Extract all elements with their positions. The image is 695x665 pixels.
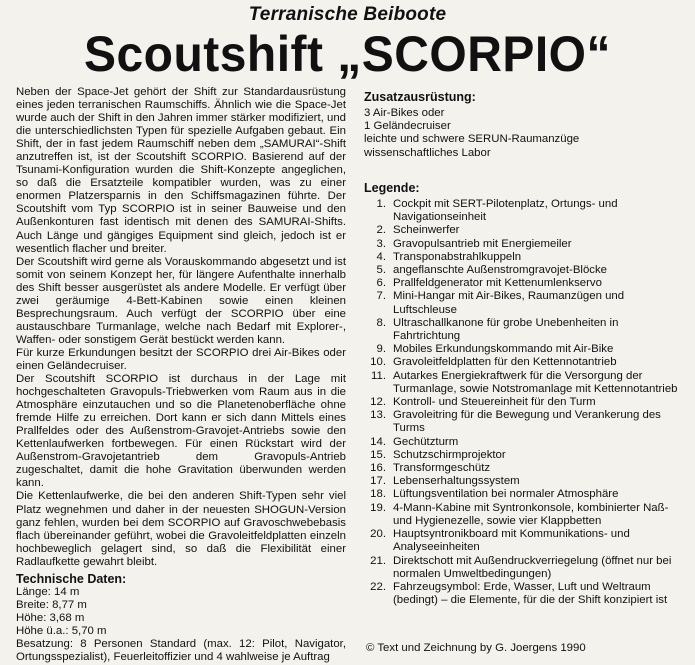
legend-item	[364, 436, 682, 449]
extras-line: wissenschaftliches Labor	[364, 146, 491, 159]
legend-text: Gechützturm	[393, 435, 459, 448]
legend-number: 13.	[370, 409, 386, 422]
legend-item	[364, 396, 682, 409]
extras-line: 1 Geländecruiser	[364, 120, 451, 133]
legend-text: Mini-Hangar mit Air-Bikes, Raumanzügen und Luftschleuse	[393, 290, 625, 316]
tech-data-line: Höhe: 3,68 m	[16, 611, 85, 624]
legend-item	[364, 224, 682, 237]
legend-item	[364, 251, 682, 264]
body-paragraph: Für kurze Erkundungen besitzt der SCORPIO drei Air-Bikes oder einen Geländecruiser.	[16, 346, 346, 372]
legend-item	[364, 290, 682, 316]
legend-number: 17.	[370, 475, 386, 488]
legend-number: 6.	[376, 277, 386, 290]
legend-text: 4-Mann-Kabine mit Syntronkonsole, kombinierter Naß- und Hygienezelle, sowie vier Klappbetten	[393, 501, 669, 527]
legend-item	[364, 528, 682, 554]
legend-number: 22.	[370, 580, 386, 593]
legend-text: Prallfeldgenerator mit Kettenumlenkservo	[393, 277, 602, 290]
legend-item	[364, 198, 682, 224]
body-paragraph: Der Scoutshift wird gerne als Vorauskommando abgesetzt und ist somit von seinem Konzept her, für längere Aufenthalte innerhalb des Shift besser ausgerüstet als andere Modelle. Er verfügt über zwei geräumige 4-Bett-Kabinen sowie einen kleinen Besprechungsraum. Auch verfügt der SCORPIO über eine austauschbare Turmanlage, welche nach Bedarf mit Explorer-, Waffen- oder sonstigem Gerät bestückt werden kann.	[16, 255, 346, 346]
legend-text: angeflanschte Außenstromgravojet-Blöcke	[393, 264, 608, 277]
legend-number: 3.	[376, 237, 386, 250]
legend-number: 1.	[376, 198, 386, 211]
legend-text: Autarkes Energiekraftwerk für die Versorgung der Turmanlage, sowie Notstromanlage mit Kettennotantrieb	[393, 369, 678, 395]
legend-text: Gravoleitfeldplatten für den Kettennotantrieb	[393, 356, 617, 369]
legend-text: Gravoleitring für die Bewegung und Verankerung des Turms	[393, 409, 661, 435]
legend-number: 19.	[370, 501, 386, 514]
credit-line: © Text und Zeichnung by G. Joergens 1990	[366, 642, 586, 654]
legend-item	[364, 462, 682, 475]
legend-number: 12.	[370, 396, 386, 409]
legend-number: 2.	[376, 224, 386, 237]
legend-item	[364, 475, 682, 488]
tech-data-line: Breite: 8,77 m	[16, 598, 87, 611]
article-headline: Scoutshift „SCORPIO“	[84, 26, 611, 82]
legend-number: 14.	[370, 435, 386, 448]
legend-number: 5.	[376, 264, 386, 277]
legend-heading: Legende:	[364, 180, 420, 195]
legend-item	[364, 502, 682, 528]
tech-data-line: Länge: 14 m	[16, 585, 80, 598]
legend-item	[364, 356, 682, 369]
legend-item	[364, 277, 682, 290]
legend-text: Mobiles Erkundungskommando mit Air-Bike	[393, 343, 614, 356]
legend-number: 15.	[370, 448, 386, 461]
extras-heading: Zusatzausrüstung:	[364, 90, 476, 104]
legend-number: 21.	[370, 554, 386, 567]
legend-text: Direktschott mit Außendruckverriegelung (öffnet nur bei normalen Umweltbedingungen)	[393, 554, 672, 580]
left-column	[16, 86, 346, 664]
legend-number: 20.	[370, 528, 386, 541]
legend-item	[364, 238, 682, 251]
tech-data-line: Besatzung: 8 Personen Standard (max. 12: Pilot, Navigator, Ortungsspezialist), Feuerleitoffizier und 4 wahlweise je Auftrag	[16, 637, 346, 663]
legend-text: Hauptsyntronikboard mit Kommunikations- und Analyseeinheiten	[393, 528, 630, 554]
extras-line: leichte und schwere SERUN-Raumanzüge	[364, 133, 580, 146]
legend-item	[364, 409, 682, 435]
legend-number: 11.	[371, 369, 386, 382]
legend-number: 9.	[376, 343, 386, 356]
legend-item	[364, 343, 682, 356]
legend-list	[364, 198, 682, 607]
body-paragraph: Der Scoutshift SCORPIO ist durchaus in der Lage mit hochgeschalteten Gravopuls-Triebwerken vom Raum aus in die Atmosphäre einzutauchen und so die Planetenoberfläche ohne fremde Hilfe zu erreichen. Dort kann er sich dann Mittels eines Prallfeldes oder des Außenstrom-Gravojet-Antriebs sowie den Kettenlaufwerken fortbewegen. Für einen Rückstart wird der Außenstrom-Gravojetantrieb dem Gravopuls-Antrieb zugeschaltet, damit die hohe Gravitation überwunden werden kann.	[16, 373, 346, 490]
legend-text: Lebenserhaltungssystem	[393, 475, 520, 488]
legend-text: Ultraschallkanone für grobe Unebenheiten in Fahrtrichtung	[393, 316, 619, 343]
legend-number: 10.	[370, 356, 386, 369]
legend-number: 7.	[376, 290, 386, 303]
legend-number: 18.	[370, 488, 386, 501]
legend-number: 16.	[370, 462, 386, 475]
legend-item	[364, 264, 682, 277]
legend-item	[364, 488, 682, 501]
section-kicker: Terranische Beiboote	[248, 4, 447, 25]
legend-text: Transponabstrahlkuppeln	[393, 250, 522, 263]
legend-text: Kontroll- und Steuereinheit für den Turm	[393, 396, 596, 409]
legend-item	[364, 449, 682, 462]
body-paragraph: Die Kettenlaufwerke, die bei den anderen Shift-Typen sehr viel Platz wegnehmen und daher in der neuesten SHOGUN-Version ganz fehlen, wurden bei dem SCORPIO auf Gravoschwebebasis flach übereinander geführt, wobei die Gravoleitfeldplatten einzeln hochbeweglich gelagert sind, so daß die Flexibilität einer Radlaufkette gewahrt bleibt.	[16, 490, 346, 568]
legend-text: Fahrzeugsymbol: Erde, Wasser, Luft und Weltraum (bedingt) – die Elemente, für die der Shift konzipiert ist	[393, 580, 668, 607]
legend-text: Lüftungsventilation bei normaler Atmosphäre	[393, 488, 619, 501]
extras-line: 3 Air-Bikes oder	[364, 107, 445, 119]
legend-number: 4.	[376, 250, 386, 263]
legend-item	[364, 317, 682, 343]
right-column	[364, 90, 682, 607]
legend-text: Schutzschirmprojektor	[393, 448, 506, 461]
body-paragraph: Neben der Space-Jet gehört der Shift zur Standardausrüstung eines jeden terranischen Raumschiffs. Ähnlich wie die Space-Jet wurde auch der Shift in den Jahren immer stärker modifiziert, und die unterschiedlichsten Typen für spezielle Aufgaben gebaut. Ein Shift, der in fast jedem Raumschiff neben dem „SAMURAI“-Shift anzutreffen ist, ist der Scoutshift SCORPIO. Basierend auf der Tsunami-Konfiguration wurden die Shift-Konzepte angeglichen, so daß die Ersatzteile kompatibler wurden, was zu einer enormen Platzersparnis in den Schiffsmagazinen führte. Der Scoutshift vom Typ SCORPIO ist in seiner Bauweise und den Außenkonturen fast identisch mit denen des SAMURAI-Shifts. Auch Länge und gängiges Equipment sind gleich, jedoch ist er wesentlich flacher und breiter.	[16, 86, 346, 255]
legend-text: Transformgeschütz	[393, 462, 491, 475]
legend-item	[364, 370, 682, 396]
legend-number: 8.	[376, 316, 386, 329]
tech-data-heading: Technische Daten:	[16, 571, 127, 586]
tech-data-line: Höhe ü.a.: 5,70 m	[16, 624, 107, 637]
legend-item	[364, 581, 682, 607]
legend-text: Scheinwerfer	[393, 224, 460, 237]
legend-text: Cockpit mit SERT-Pilotenplatz, Ortungs- und Navigationseinheit	[393, 198, 618, 224]
legend-text: Gravopulsantrieb mit Energiemeiler	[393, 237, 572, 250]
legend-item	[364, 555, 682, 581]
